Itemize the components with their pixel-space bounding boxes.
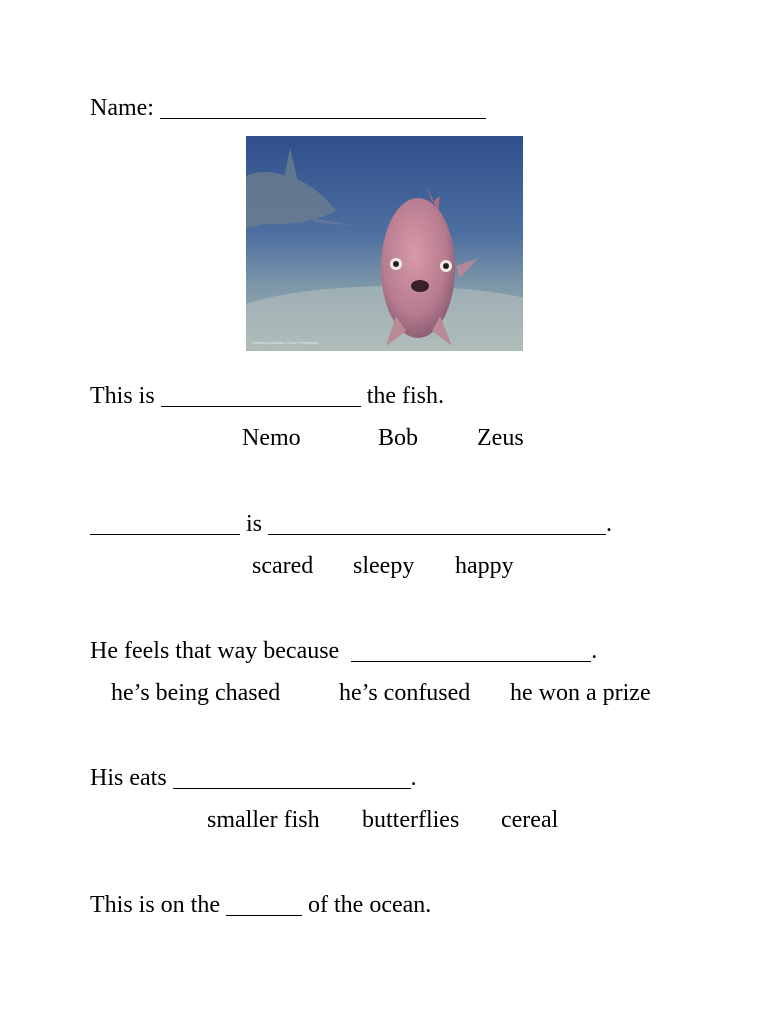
q3-choice[interactable]: he’s being chased (111, 680, 281, 706)
q1-choice[interactable]: Bob (378, 425, 419, 451)
q3-choice[interactable]: he’s confused (339, 680, 471, 706)
name-blank[interactable] (160, 96, 486, 119)
q4-choice[interactable]: cereal (501, 807, 559, 833)
q3-blank[interactable] (351, 639, 591, 662)
q5-sentence (90, 891, 431, 919)
q3-sentence (90, 637, 597, 665)
q2-middle: is (246, 511, 263, 537)
q2-choice[interactable]: sleepy (353, 553, 415, 579)
q4-end: . (410, 765, 417, 791)
q5-prefix: This is on the (90, 892, 220, 918)
q2-choice[interactable]: happy (455, 553, 514, 579)
q2-choice[interactable]: scared (252, 553, 314, 579)
q5-blank[interactable] (226, 893, 302, 916)
q4-choice[interactable]: butterflies (362, 807, 460, 833)
q2-sentence (90, 510, 612, 538)
q4-choice[interactable]: smaller fish (207, 807, 320, 833)
fish-photo (246, 136, 523, 351)
q4-prefix: His eats (90, 765, 167, 791)
q1-blank[interactable] (161, 384, 361, 407)
q2-end: . (606, 511, 613, 537)
q1-suffix: the fish. (366, 383, 445, 409)
photo-caption: Courtesy of Mauricio / Ocean Photography (252, 341, 319, 345)
q1-choice[interactable]: Nemo (242, 425, 301, 451)
name-label: Name: (90, 95, 154, 121)
q4-sentence (90, 764, 417, 792)
q1-sentence (90, 382, 444, 410)
q2-blank-subject[interactable] (90, 512, 240, 535)
name-line (90, 94, 486, 122)
q3-end: . (591, 638, 598, 664)
q5-suffix: of the ocean. (308, 892, 432, 918)
q2-blank-feeling[interactable] (268, 512, 606, 535)
q4-blank[interactable] (173, 766, 411, 789)
q1-choice[interactable]: Zeus (477, 425, 524, 451)
q3-choice[interactable]: he won a prize (510, 680, 651, 706)
q1-prefix: This is (90, 383, 155, 409)
q3-prefix: He feels that way because (90, 638, 340, 664)
